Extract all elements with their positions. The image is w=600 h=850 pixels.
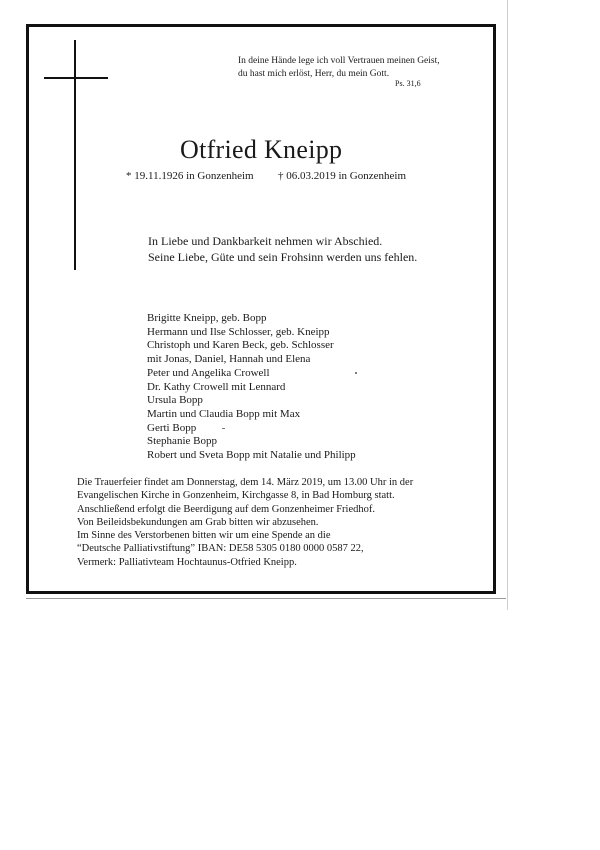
mourner-entry: Ursula Bopp xyxy=(147,394,203,407)
death-date: † 06.03.2019 in Gonzenheim xyxy=(278,170,407,182)
notice-line: Die Trauerfeier findet am Donnerstag, dem 14. März 2019, um 13.00 Uhr in der xyxy=(77,477,414,488)
mourner-entry: Brigitte Kneipp, geb. Bopp xyxy=(147,312,267,324)
mourner-entry: Gerti Bopp xyxy=(147,421,197,434)
birth-date: * 19.11.1926 in Gonzenheim xyxy=(126,170,254,182)
mourner-entry: Martin und Claudia Bopp mit Max xyxy=(147,407,301,420)
notice-line: Evangelischen Kirche in Gonzenheim, Kirchgasse 8, in Bad Homburg statt. xyxy=(77,490,395,502)
verse-line: du hast mich erlöst, Herr, du mein Gott. xyxy=(238,69,390,79)
farewell-text xyxy=(148,233,468,265)
mourners-list xyxy=(147,312,447,463)
scan-speck xyxy=(222,428,225,429)
mourner-entry: Dr. Kathy Crowell mit Lennard xyxy=(147,380,286,393)
notice-line: Vermerk: Palliativteam Hochtaunus-Otfried Kneipp. xyxy=(77,556,297,568)
farewell-line: In Liebe und Dankbarkeit nehmen wir Abschied. xyxy=(148,234,383,248)
verse-line: In deine Hände lege ich voll Vertrauen meinen Geist, xyxy=(238,56,440,66)
notice-line: Von Beileidsbekundungen am Grab bitten wir abzusehen. xyxy=(77,516,319,528)
mourner-entry: Peter und Angelika Crowell xyxy=(147,366,270,379)
deceased-name: Otfried Kneipp xyxy=(180,135,343,164)
notice-line: “Deutsche Palliativstiftung” IBAN: DE58 5305 0180 0000 0587 22, xyxy=(77,543,364,555)
cross-icon-vertical xyxy=(74,40,76,270)
notice-line: Anschließend erfolgt die Beerdigung auf dem Gonzenheimer Friedhof. xyxy=(77,503,375,515)
mourner-entry: Robert und Sveta Bopp mit Natalie und Philipp xyxy=(147,449,356,462)
bible-verse xyxy=(238,55,478,81)
mourner-entry: Christoph und Karen Beck, geb. Schlosser xyxy=(147,339,334,352)
mourner-entry: Stephanie Bopp xyxy=(147,435,217,448)
farewell-line: Seine Liebe, Güte und sein Frohsinn werden uns fehlen. xyxy=(148,250,418,264)
mourner-entry: mit Jonas, Daniel, Hannah und Elena xyxy=(147,353,311,366)
funeral-notices xyxy=(77,476,477,569)
notice-line: Im Sinne des Verstorbenen bitten wir um eine Spende an die xyxy=(77,530,331,542)
verse-reference: Ps. 31,6 xyxy=(395,79,421,88)
bottom-fold-line xyxy=(26,598,506,599)
mourner-entry: Hermann und Ilse Schlosser, geb. Kneipp xyxy=(147,325,330,338)
right-edge-line xyxy=(507,0,508,610)
cross-icon-horizontal xyxy=(44,77,108,79)
scan-speck xyxy=(355,372,357,374)
